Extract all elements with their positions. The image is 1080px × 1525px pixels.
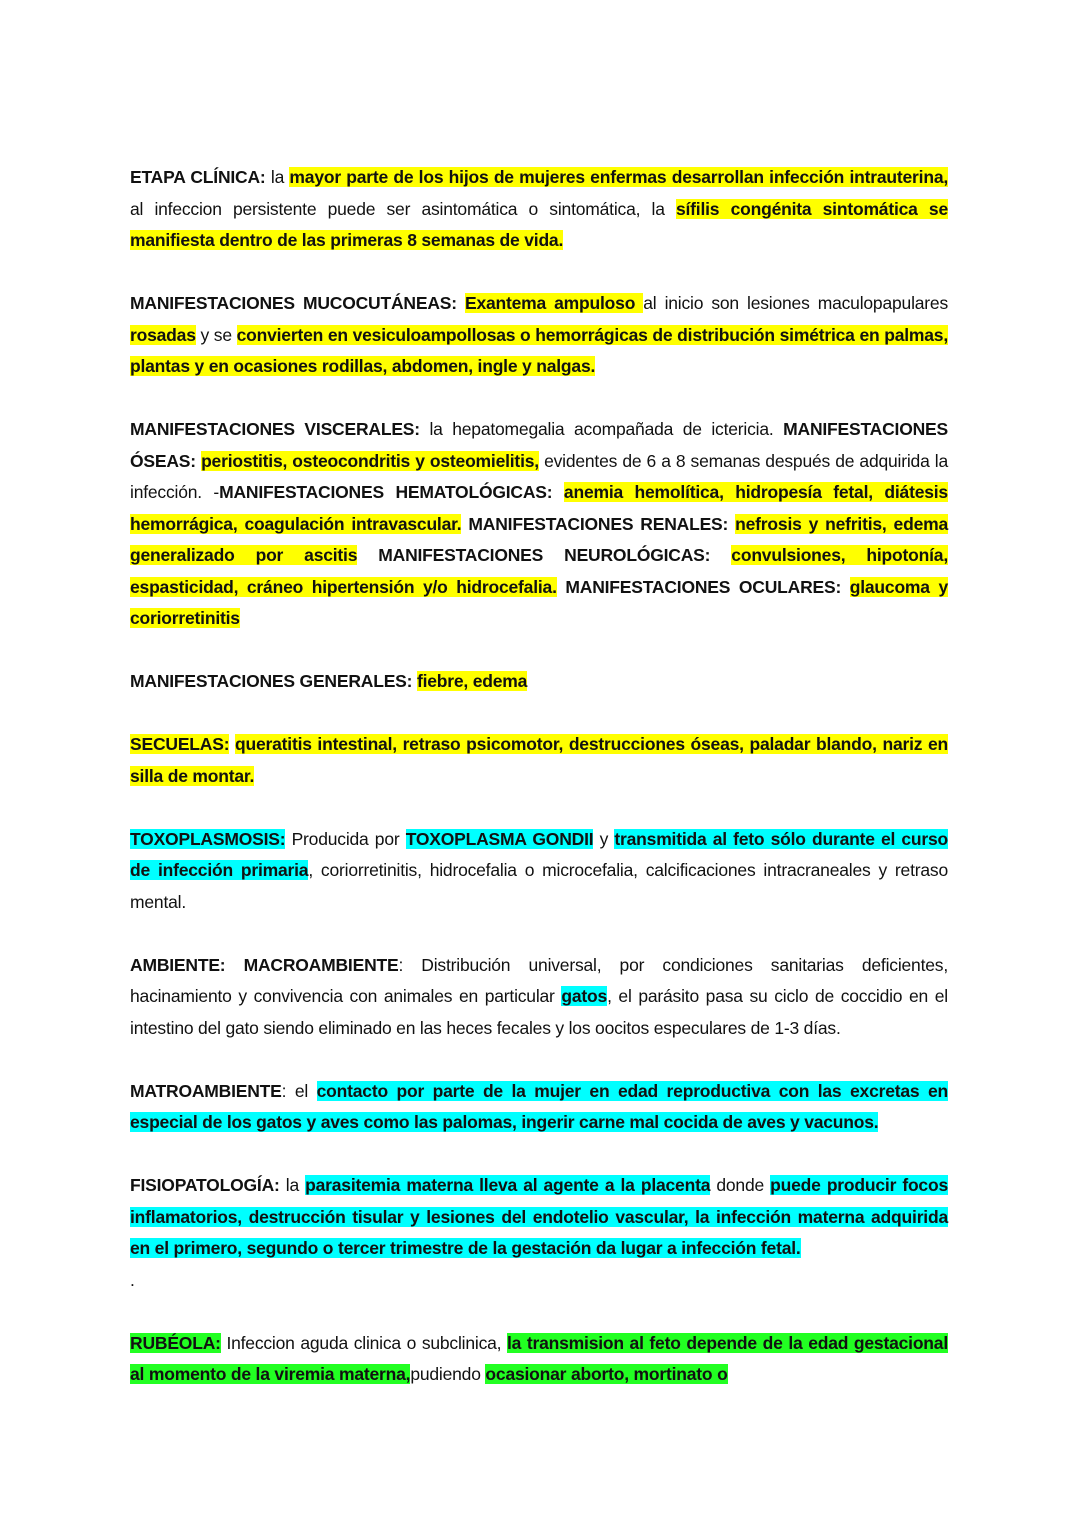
body-text: pudiendo (410, 1364, 486, 1384)
body-text: Infeccion aguda clinica o subclinica, (220, 1332, 508, 1353)
bold-heading-text: MANIFESTACIONES RENALES: (461, 513, 729, 534)
body-text: la hepatomegalia acompañada de ictericia. (419, 419, 784, 439)
highlighted-text: periostitis, osteocondritis y osteomielitis, (201, 450, 539, 471)
paragraph-matroambiente (130, 1076, 948, 1139)
bold-heading-text: ETAPA CLÍNICA: (130, 167, 266, 187)
highlighted-text: fiebre, edema (416, 671, 528, 691)
bold-heading-text: MANIFESTACIONES OCULARES: (556, 576, 842, 597)
highlighted-text: la transmision al feto depende de la edad gestacional al momento de la viremia materna, (130, 1332, 948, 1384)
highlighted-text: sífilis congénita sintomática se manifiesta dentro de las primeras 8 semanas de vida. (130, 198, 949, 250)
paragraph-manifestaciones-viscerales (130, 414, 948, 635)
body-text: al infeccion persistente puede ser asintomática o sintomática, la (130, 198, 676, 219)
highlighted-text: nefrosis y nefritis, edema generalizado por ascitis (130, 513, 948, 565)
highlighted-text: mayor parte de los hijos de mujeres enfermas desarrollan infección intrauterina, (289, 167, 949, 187)
highlighted-text: ocasionar aborto, mortinato o (485, 1364, 728, 1384)
body-text: evidentes de 6 a 8 semanas después de adquirida la infección. - (130, 450, 948, 502)
bold-heading-text: FISIOPATOLOGÍA: (130, 1175, 280, 1195)
highlighted-text: Exantema ampuloso (464, 293, 644, 313)
bold-heading-text: MANIFESTACIONES NEUROLÓGICAS: (357, 545, 711, 565)
body-text (841, 577, 850, 597)
highlighted-text: glaucoma y coriorretinitis (130, 576, 948, 628)
highlighted-text: queratitis intestinal, retraso psicomotor, destrucciones óseas, paladar blando, nariz en silla de montar. (130, 734, 948, 786)
paragraph-ambiente (130, 950, 948, 1045)
highlighted-text: convulsiones, hipotonía, espasticidad, cráneo hipertensión y/o hidrocefalia. (130, 545, 948, 597)
body-text: donde (710, 1175, 771, 1195)
bold-heading-text: MANIFESTACIONES VISCERALES: (130, 419, 420, 439)
bold-heading-text: MANIFESTACIONES ÓSEAS: (130, 419, 948, 471)
paragraph-etapa-clinica (130, 162, 948, 257)
paragraph-manifestaciones-mucocutaneas (130, 288, 948, 383)
body-text: Producida por (285, 828, 406, 849)
paragraph-manifestaciones-generales (130, 666, 948, 698)
body-text (710, 545, 731, 565)
highlighted-text: TOXOPLASMA GONDII (405, 828, 594, 849)
body-text: y se (195, 324, 237, 345)
highlighted-text: convierten en vesiculoampollosas o hemorrágicas de distribución simétrica en palmas, plantas y en ocasiones rodillas, abdomen, ingle y nalgas. (130, 324, 948, 376)
highlighted-text: SECUELAS: (130, 734, 230, 754)
body-text: la (279, 1175, 306, 1195)
body-text: y (593, 828, 615, 849)
body-text (457, 293, 465, 313)
highlighted-text: RUBÉOLA: (130, 1332, 221, 1353)
bold-heading-text: MANIFESTACIONES MUCOCUTÁNEAS: (130, 293, 457, 313)
document-page (130, 162, 948, 1422)
bold-heading-text: MANIFESTACIONES HEMATOLÓGICAS: (219, 482, 553, 502)
paragraph-dot-line (130, 1265, 948, 1297)
highlighted-text: transmitida al feto sólo durante el curso de infección primaria (130, 828, 949, 880)
body-text: : Distribución universal, por condiciones sanitarias deficientes, hacinamiento y convivencia con animales en particular (130, 954, 948, 1006)
paragraph-fisiopatologia (130, 1170, 948, 1265)
body-text: , el parásito pasa su ciclo de coccidio en el intestino del gato siendo eliminado en las heces fecales y los oocitos especulares de 1-3 días. (130, 986, 948, 1038)
body-text: . (130, 1269, 135, 1290)
highlighted-text: gatos (561, 986, 608, 1006)
body-text: al inicio son lesiones maculopapulares (643, 293, 948, 313)
highlighted-text: parasitemia materna lleva al agente a la placenta (305, 1175, 711, 1195)
bold-heading-text: AMBIENTE: MACROAMBIENTE (130, 954, 399, 975)
body-text: , coriorretinitis, hidrocefalia o microcefalia, calcificaciones intracraneales y retraso mental. (130, 860, 948, 912)
highlighted-text: contacto por parte de la mujer en edad reproductiva con las excretas en especial de los gatos y aves como las palomas, ingerir carne mal cocida de aves y vacunos. (130, 1080, 948, 1132)
body-text: : el (281, 1080, 317, 1101)
body-text (552, 482, 564, 502)
highlighted-text: TOXOPLASMOSIS: (130, 828, 286, 849)
paragraph-rubeola (130, 1328, 948, 1391)
highlighted-text: puede producir focos inflamatorios, destrucción tisular y lesiones del endotelio vascular, la infección materna adquirida en el primero, segundo o tercer trimestre de la gestación da lugar a infección fetal. (130, 1175, 948, 1258)
paragraph-toxoplasmosis (130, 824, 948, 919)
highlighted-text: anemia hemolítica, hidropesía fetal, diátesis hemorrágica, coagulación intravascular. (130, 482, 948, 534)
paragraph-secuelas (130, 729, 948, 792)
bold-heading-text: MATROAMBIENTE (130, 1080, 282, 1101)
body-text: la (265, 167, 290, 187)
bold-heading-text: MANIFESTACIONES GENERALES: (130, 671, 413, 691)
highlighted-text: rosadas (130, 324, 196, 345)
